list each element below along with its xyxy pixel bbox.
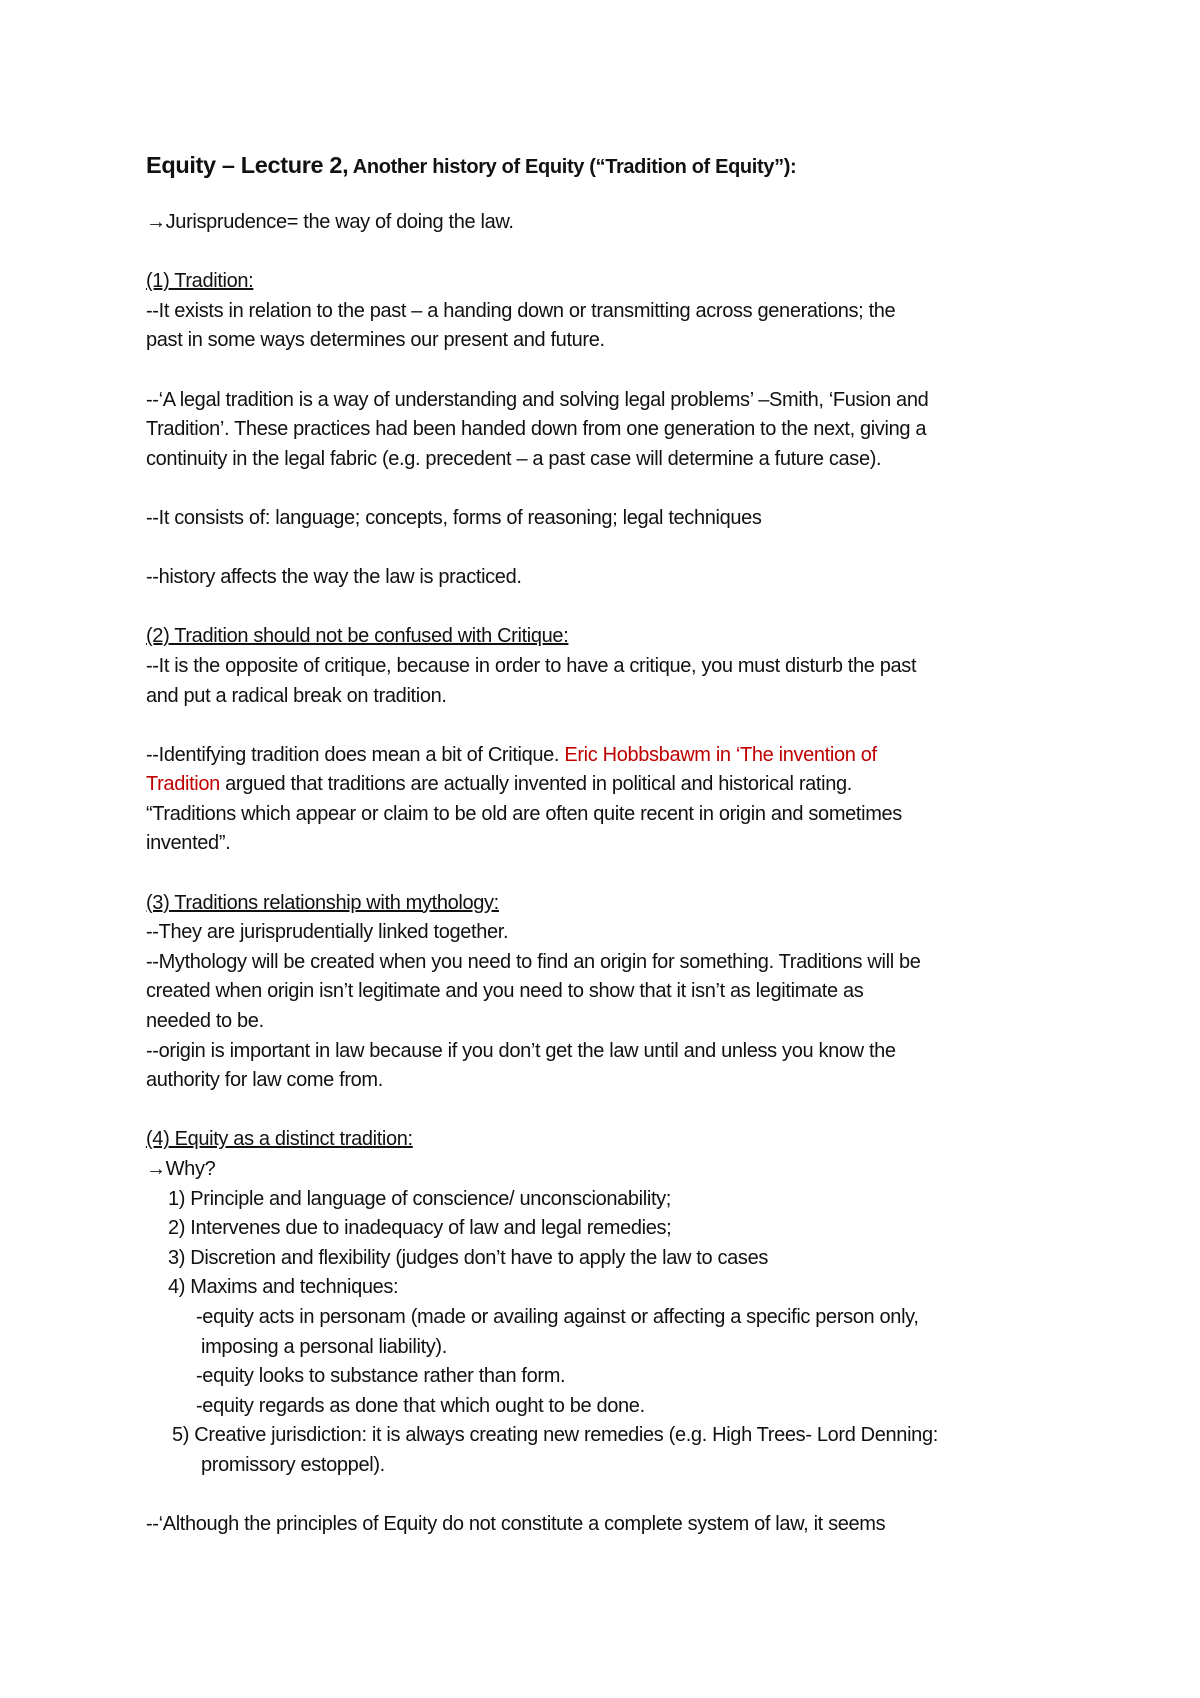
section-2-para-2-line-2 (146, 770, 1076, 800)
section-2-para-2-line-3: “Traditions which appear or claim to be old are often quite recent in origin and sometimes (146, 802, 902, 825)
section-2-para-2-text-a: --Identifying tradition does mean a bit of Critique. (146, 743, 565, 766)
section-2-para-1-line-1: --It is the opposite of critique, because in order to have a critique, you must disturb the past (146, 654, 917, 677)
section-4-why: →Why? (146, 1158, 216, 1180)
closing-quote: --‘Although the principles of Equity do not constitute a complete system of law, it seems (146, 1513, 886, 1536)
section-3-line-3: created when origin isn’t legitimate and you need to show that it isn’t as legitimate as (146, 980, 864, 1003)
section-1-para-2-line-3: continuity in the legal fabric (e.g. precedent – a past case will determine a future case). (146, 447, 882, 470)
section-1-heading: (1) Tradition: (146, 270, 254, 293)
section-2-para-1-line-2: and put a radical break on tradition. (146, 684, 447, 707)
maxim-2: -equity looks to substance rather than form. (196, 1365, 566, 1388)
section-3-line-4: needed to be. (146, 1010, 264, 1033)
hobsbawm-reference-cont: Tradition (146, 773, 220, 796)
title-main: Equity – Lecture 2, (146, 152, 349, 178)
document-title (146, 145, 1076, 187)
section-1-para-4: --history affects the way the law is practiced. (146, 566, 522, 589)
section-1-para-3: --It consists of: language; concepts, forms of reasoning; legal techniques (146, 506, 762, 529)
maxim-1-line-1: -equity acts in personam (made or availing against or affecting a specific person only, (196, 1305, 919, 1328)
section-3-heading: (3) Traditions relationship with mythology: (146, 891, 499, 914)
section-4-item-4: 4) Maxims and techniques: (168, 1276, 399, 1299)
section-1-para-2-line-2: Tradition’. These practices had been handed down from one generation to the next, giving a (146, 418, 927, 441)
section-1-para-1-line-1: --It exists in relation to the past – a handing down or transmitting across generations; the (146, 299, 896, 322)
hobsbawm-reference: Eric Hobbsbawm in ‘The invention of (564, 743, 877, 766)
section-1-para-2-line-1: --‘A legal tradition is a way of understanding and solving legal problems’ –Smith, ‘Fusion and (146, 388, 929, 411)
section-4-heading: (4) Equity as a distinct tradition: (146, 1128, 413, 1151)
document-page (146, 145, 1076, 1540)
section-4-item-3: 3) Discretion and flexibility (judges don’t have to apply the law to cases (168, 1246, 768, 1269)
section-2-para-2-text-b: argued that traditions are actually invented in political and historical rating. (219, 773, 852, 796)
section-2-para-2-line-4: invented”. (146, 832, 231, 855)
section-3-line-1: --They are jurisprudentially linked together. (146, 921, 509, 944)
section-3-line-5: --origin is important in law because if you don’t get the law until and unless you know the (146, 1039, 896, 1062)
section-2-para-2-line-1 (146, 741, 1076, 771)
section-1-para-1-line-2: past in some ways determines our present and future. (146, 329, 605, 352)
maxim-1-line-2: imposing a personal liability). (201, 1335, 447, 1358)
section-4-item-2: 2) Intervenes due to inadequacy of law and legal remedies; (168, 1217, 672, 1240)
section-2-heading: (2) Tradition should not be confused with Critique: (146, 625, 569, 648)
section-4-item-1: 1) Principle and language of conscience/ unconscionability; (168, 1187, 672, 1210)
section-3-line-6: authority for law come from. (146, 1069, 383, 1092)
section-3-line-2: --Mythology will be created when you need to find an origin for something. Traditions will be (146, 950, 921, 973)
intro-line: →Jurisprudence= the way of doing the law. (146, 211, 514, 233)
maxim-3: -equity regards as done that which ought to be done. (196, 1394, 645, 1417)
section-4-item-5-line-2: promissory estoppel). (201, 1453, 385, 1476)
title-sub: Another history of Equity (“Tradition of Equity”): (348, 156, 797, 178)
section-4-item-5-line-1: 5) Creative jurisdiction: it is always creating new remedies (e.g. High Trees- Lord Denning: (172, 1424, 938, 1447)
